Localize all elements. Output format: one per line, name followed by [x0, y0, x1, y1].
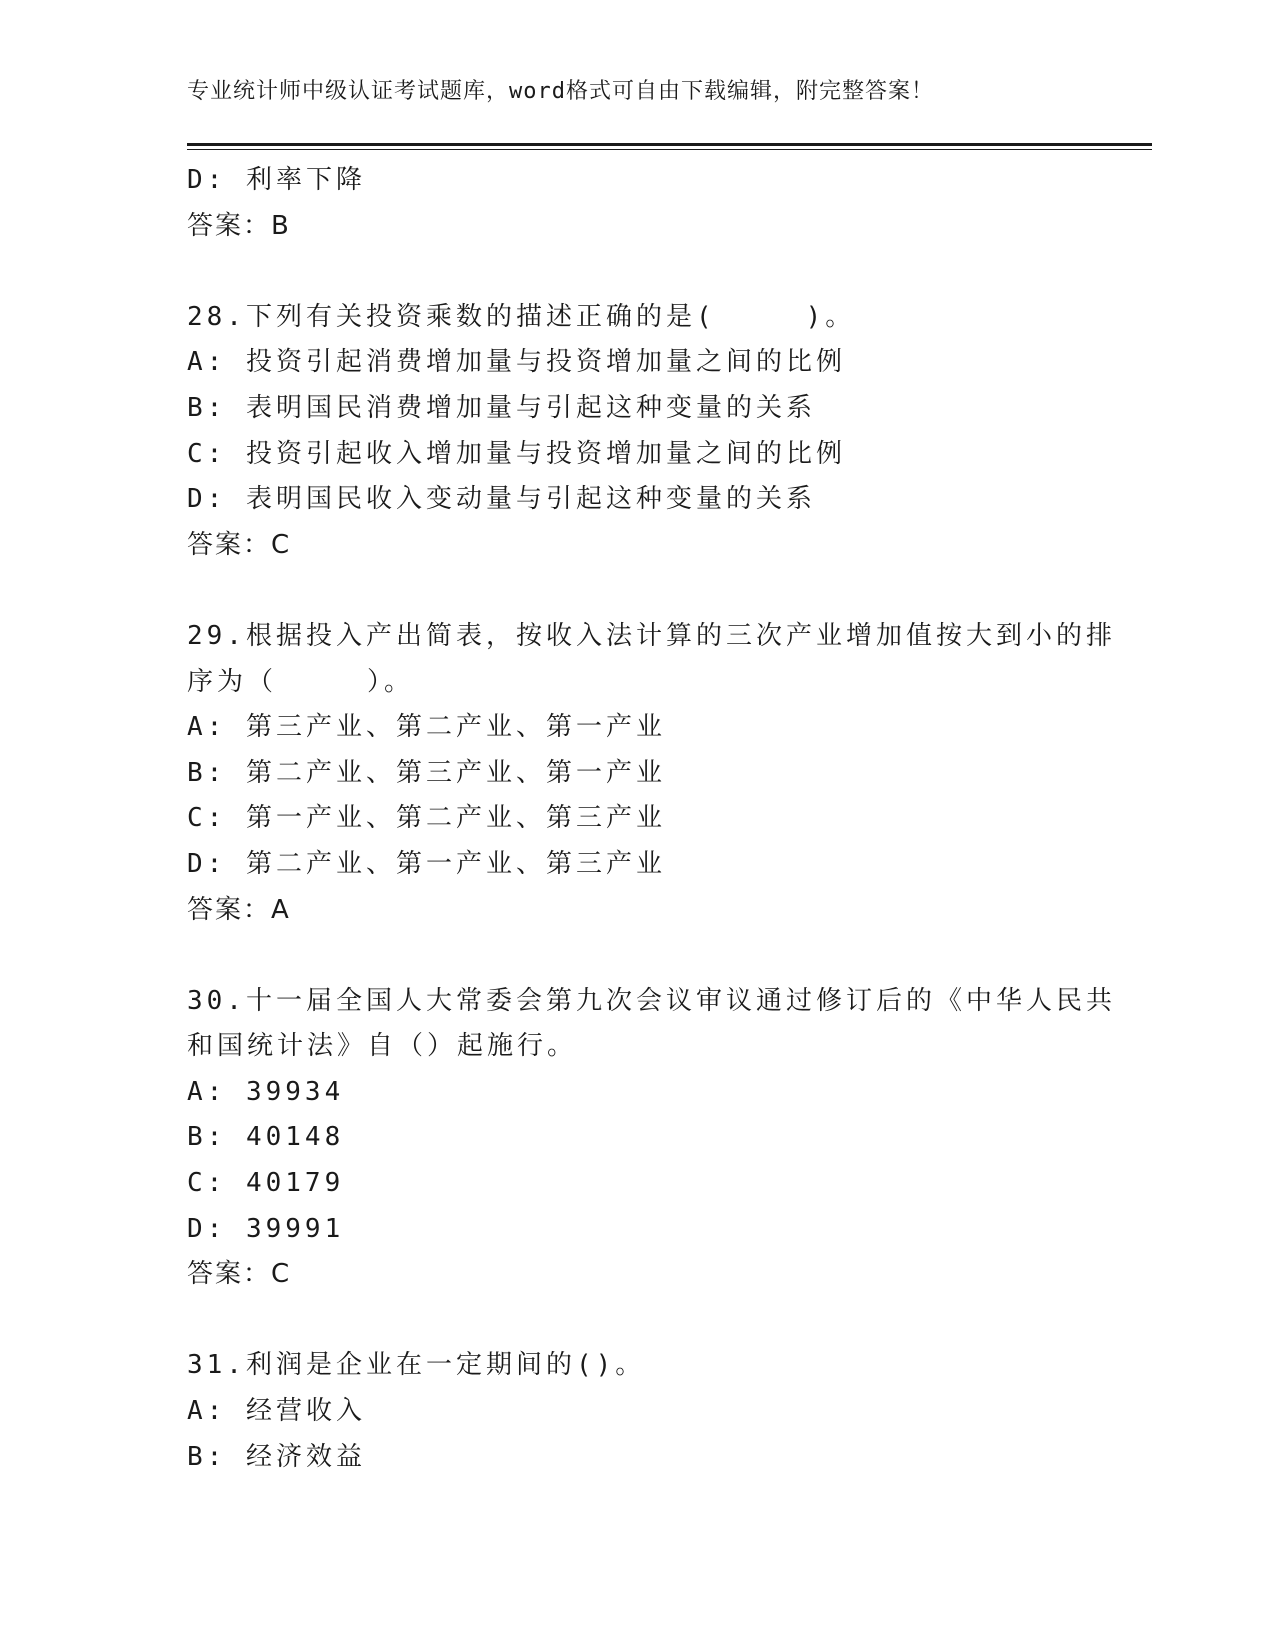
option-line: D: 利率下降: [187, 165, 366, 195]
option-line: A: 投资引起消费增加量与投资增加量之间的比例: [187, 347, 846, 378]
spacer: [187, 933, 1087, 979]
option-line: C: 第一产业、第二产业、第三产业: [187, 803, 666, 834]
answer-line: 答案：C: [187, 1259, 292, 1290]
option-line: C: 40179: [187, 1168, 345, 1199]
option-line: B: 第二产业、第三产业、第一产业: [187, 757, 666, 788]
answer-line: 答案：B: [187, 210, 291, 241]
option-line: D: 第二产业、第一产业、第三产业: [187, 848, 666, 879]
spacer: [187, 1298, 1087, 1344]
option-line: A: 39934: [187, 1076, 345, 1107]
option-line: A: 经营收入: [187, 1396, 366, 1427]
question-stem: 31.利润是企业在一定期间的()。: [187, 1350, 646, 1381]
spacer: [187, 249, 1087, 295]
option-line: A: 第三产业、第二产业、第一产业: [187, 712, 666, 743]
question-stem: 28.下列有关投资乘数的描述正确的是( )。: [187, 301, 856, 332]
option-line: B: 40148: [187, 1122, 345, 1153]
option-line: B: 经济效益: [187, 1441, 366, 1472]
header-rule-thick: [187, 143, 1152, 146]
header-rule-thin: [187, 149, 1152, 150]
question-content: [187, 158, 1116, 1480]
question-stem: 序为（ ）。: [187, 666, 415, 697]
page-header: 专业统计师中级认证考试题库，word格式可自由下载编辑，附完整答案！: [187, 79, 934, 104]
option-line: C: 投资引起收入增加量与投资增加量之间的比例: [187, 438, 846, 469]
answer-line: 答案：C: [187, 529, 292, 560]
question-stem: 29.根据投入产出简表，按收入法计算的三次产业增加值按大到小的排: [187, 620, 1116, 651]
question-stem: 和国统计法》自（）起施行。: [187, 1031, 578, 1062]
option-line: D: 表明国民收入变动量与引起这种变量的关系: [187, 484, 816, 515]
spacer: [187, 568, 1087, 614]
answer-line: 答案：A: [187, 894, 291, 925]
option-line: B: 表明国民消费增加量与引起这种变量的关系: [187, 392, 816, 423]
option-line: D: 39991: [187, 1213, 345, 1244]
question-stem: 30.十一届全国人大常委会第九次会议审议通过修订后的《中华人民共: [187, 985, 1116, 1016]
